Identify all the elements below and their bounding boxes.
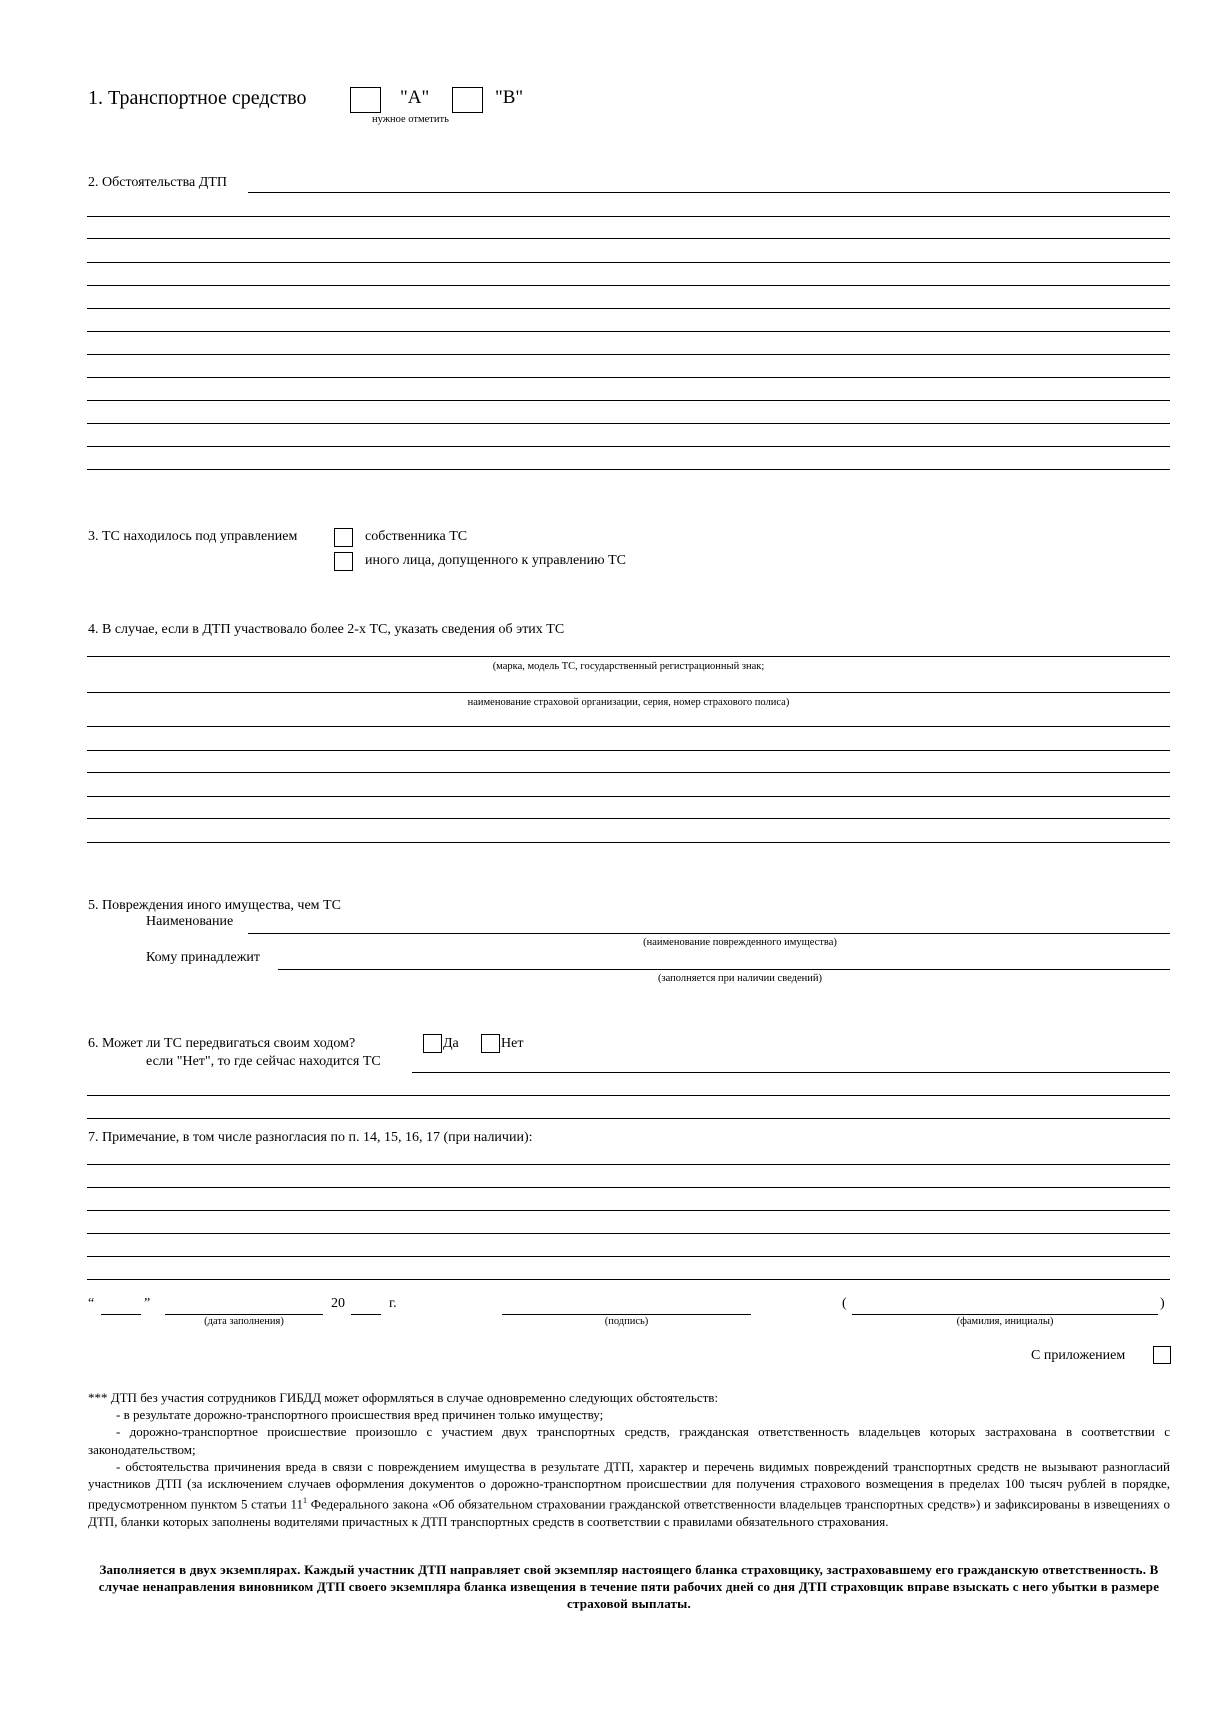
- owner-label: собственника ТС: [365, 529, 468, 544]
- property-owner-label: Кому принадлежит: [146, 950, 261, 965]
- signature-caption: (подпись): [604, 1316, 649, 1327]
- notes-line[interactable]: [87, 1279, 1170, 1280]
- section-4-title: 4. В случае, если в ДТП участвовало более 2-х ТС, указать сведения об этих ТС: [88, 622, 565, 637]
- vehicle-b-checkbox[interactable]: [452, 87, 483, 113]
- vehicle-location-line[interactable]: [87, 1118, 1170, 1119]
- year-line[interactable]: [351, 1314, 381, 1315]
- circumstances-line[interactable]: [87, 285, 1170, 286]
- section-2-title: 2. Обстоятельства ДТП: [88, 175, 227, 190]
- date-day-line[interactable]: [101, 1314, 141, 1315]
- notes-line[interactable]: [87, 1187, 1170, 1188]
- name-paren-close: ): [1160, 1296, 1165, 1311]
- section-5-title: 5. Повреждения иного имущества, чем ТС: [88, 898, 341, 913]
- date-quote-open: “: [88, 1296, 95, 1311]
- property-owner-line[interactable]: [278, 969, 1170, 970]
- notes-item-3-start: - обстоятельства причинения вреда в связи с повреждением имущества в результате ДТП, характер и перечень видимых повреждений транспортных средств не вызывают разногласий участников ДТП (за исключением случаев оформления документов о дорожно-транспортном происшествии для получения страхового возмещения в пределах 100 тысяч рублей в порядке, предусмотренном пунктом 5 статьи 11: [88, 1458, 1170, 1512]
- circumstances-line[interactable]: [87, 354, 1170, 355]
- mark-hint: нужное отметить: [372, 114, 449, 125]
- vehicle-info-caption: (марка, модель ТС, государственный регистрационный знак;: [492, 661, 765, 672]
- yes-checkbox[interactable]: [423, 1034, 442, 1053]
- section-6-title: 6. Может ли ТС передвигаться своим ходом?: [88, 1036, 356, 1051]
- circumstances-line[interactable]: [248, 192, 1170, 193]
- section-1-title: 1. Транспортное средство: [88, 87, 307, 109]
- vehicle-b-label: "В": [495, 87, 524, 108]
- property-name-label: Наименование: [146, 914, 234, 929]
- other-vehicles-line[interactable]: [87, 726, 1170, 727]
- attachment-label: С приложением: [1031, 1348, 1126, 1363]
- year-prefix: 20: [331, 1296, 345, 1311]
- notes-item-2: - дорожно-транспортное происшествие произошло с участием двух транспортных средств, гражданская ответственность владельцев которых застрахована в соответствии с законодательством;: [88, 1424, 1170, 1457]
- circumstances-line[interactable]: [87, 331, 1170, 332]
- no-label: Нет: [501, 1036, 524, 1051]
- other-vehicles-line[interactable]: [87, 796, 1170, 797]
- attachment-checkbox[interactable]: [1153, 1346, 1171, 1364]
- circumstances-line[interactable]: [87, 377, 1170, 378]
- other-vehicles-line[interactable]: [87, 750, 1170, 751]
- circumstances-line[interactable]: [87, 400, 1170, 401]
- notes-item-3: [88, 1458, 1170, 1530]
- name-line[interactable]: [852, 1314, 1158, 1315]
- section-7-title: 7. Примечание, в том числе разногласия по п. 14, 15, 16, 17 (при наличии):: [88, 1130, 533, 1145]
- other-vehicles-line[interactable]: [87, 842, 1170, 843]
- other-person-label: иного лица, допущенного к управлению ТС: [365, 553, 627, 568]
- other-vehicles-line[interactable]: [87, 772, 1170, 773]
- notes-intro: *** ДТП без участия сотрудников ГИБДД может оформляться в случае одновременно следующих обстоятельств:: [88, 1390, 719, 1405]
- name-paren-open: (: [842, 1296, 847, 1311]
- notes-line[interactable]: [87, 1210, 1170, 1211]
- vehicle-info-line[interactable]: [87, 656, 1170, 657]
- circumstances-line[interactable]: [87, 469, 1170, 470]
- name-caption: (фамилия, инициалы): [956, 1316, 1054, 1327]
- notes-line[interactable]: [87, 1233, 1170, 1234]
- vehicle-a-label: "А": [400, 87, 430, 108]
- circumstances-line[interactable]: [87, 308, 1170, 309]
- circumstances-line[interactable]: [87, 446, 1170, 447]
- year-suffix: г.: [389, 1296, 397, 1311]
- property-name-line[interactable]: [248, 933, 1170, 934]
- property-name-caption: (наименование поврежденного имущества): [643, 937, 837, 948]
- other-person-checkbox[interactable]: [334, 552, 353, 571]
- owner-checkbox[interactable]: [334, 528, 353, 547]
- vehicle-a-checkbox[interactable]: [350, 87, 381, 113]
- property-owner-caption: (заполняется при наличии сведений): [657, 973, 822, 984]
- circumstances-line[interactable]: [87, 423, 1170, 424]
- insurance-info-caption: наименование страховой организации, серия, номер страхового полиса): [467, 697, 790, 708]
- circumstances-line[interactable]: [87, 216, 1170, 217]
- signature-line[interactable]: [502, 1314, 751, 1315]
- other-vehicles-line[interactable]: [87, 818, 1170, 819]
- notes-line[interactable]: [87, 1256, 1170, 1257]
- vehicle-location-line[interactable]: [87, 1095, 1170, 1096]
- notes-item-3-sup: 1: [303, 1496, 308, 1506]
- circumstances-line[interactable]: [87, 262, 1170, 263]
- vehicle-location-label: если "Нет", то где сейчас находится ТС: [146, 1054, 381, 1069]
- section-3-title: 3. ТС находилось под управлением: [88, 529, 298, 544]
- legal-notes: [88, 1389, 1170, 1530]
- date-caption: (дата заполнения): [204, 1316, 284, 1327]
- no-checkbox[interactable]: [481, 1034, 500, 1053]
- date-quote-close: ”: [144, 1296, 151, 1311]
- yes-label: Да: [443, 1036, 459, 1051]
- date-month-line[interactable]: [165, 1314, 323, 1315]
- insurance-info-line[interactable]: [87, 692, 1170, 693]
- circumstances-line[interactable]: [87, 238, 1170, 239]
- notes-item-1: - в результате дорожно-транспортного происшествия вред причинен только имуществу;: [116, 1407, 604, 1423]
- notes-item-3-end: Федерального закона «Об обязательном страховании гражданской ответственности владельцев транспортных средств») и зафиксированы в извещениях о ДТП, бланки которых заполнены водителями причастных к ДТП транспортных средств в соответствии с правилами обязательного страхования.: [88, 1496, 1170, 1529]
- footer-instructions: Заполняется в двух экземплярах. Каждый участник ДТП направляет свой экземпляр настоящего бланка страховщику, застраховавшему его гражданскую ответственность. В случае ненаправления виновником ДТП своего экземпляра бланка извещения в течение пяти рабочих дней со дня ДТП страховщик вправе взыскать с него убытки в размере страховой выплаты.: [98, 1562, 1160, 1612]
- vehicle-location-line[interactable]: [412, 1072, 1170, 1073]
- notes-line[interactable]: [87, 1164, 1170, 1165]
